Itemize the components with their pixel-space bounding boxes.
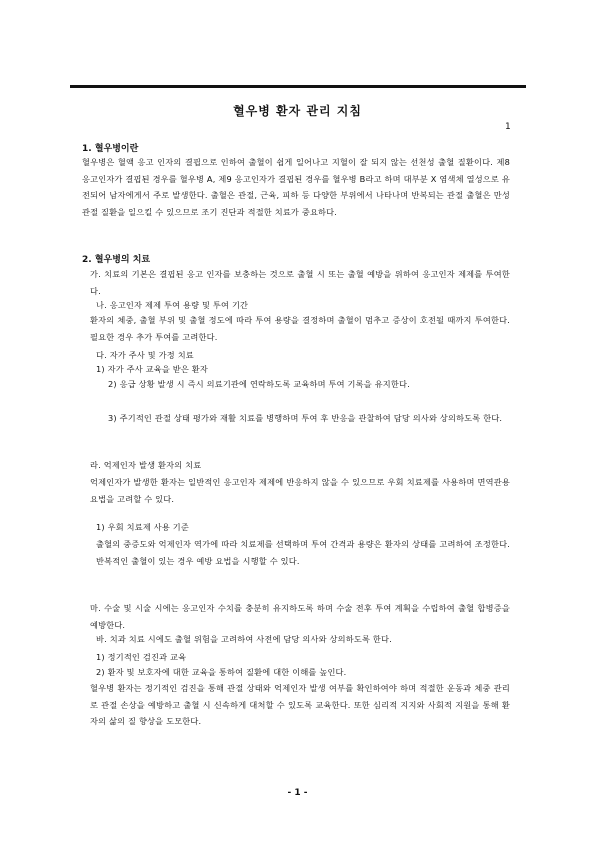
list-item: 2) 환자 및 보호자에 대한 교육을 통하여 질환에 대한 이해를 높인다.: [96, 667, 347, 677]
list-item: 라. 억제인자 발생 환자의 치료: [90, 460, 202, 470]
section-heading-1: 1. 혈우병이란: [82, 144, 139, 154]
document-title: 혈우병 환자 관리 지침: [233, 104, 362, 118]
list-item: 나. 응고인자 제제 투여 용량 및 투여 기간: [96, 300, 249, 310]
list-item: 억제인자가 발생한 환자는 일반적인 응고인자 제제에 반응하지 않을 수 있으므로 우회 치료제를 사용하며 면역관용 요법을 고려할 수 있다.: [90, 477, 510, 504]
list-item: 출혈의 중증도와 억제인자 역가에 따라 치료제를 선택하며 투여 간격과 용량은 환자의 상태를 고려하여 조정한다. 반복적인 출혈이 있는 경우 예방 요법을 시행할 수 있다.: [96, 539, 510, 566]
list-item: 2) 응급 상황 발생 시 즉시 의료기관에 연락하도록 교육하며 투여 기록을 유지한다.: [108, 379, 410, 389]
list-item: 1) 정기적인 검진과 교육: [96, 652, 187, 662]
list-item: 3) 주기적인 관절 상태 평가와 재활 치료를 병행하며 투여 후 반응을 관찰하여 담당 의사와 상의하도록 한다.: [108, 413, 503, 423]
section-1-paragraph: 혈우병은 혈액 응고 인자의 결핍으로 인하여 출혈이 쉽게 일어나고 지혈이 잘 되지 않는 선천성 출혈 질환이다. 제8 응고인자가 결핍된 경우를 혈우병 A, 제9 응고인자가 결핍된 경우를 혈우병 B라고 하며 대부분 X 염색체 열성으로 유전되어 남자에게서 주로 발생한다. 출혈은 관절, 근육, 피하 등 다양한 부위에서 나타나며 반복되는 관절 출혈은 만성 관절 질환을 일으킬 수 있으므로 조기 진단과 적절한 치료가 중요하다.: [82, 157, 510, 217]
list-item: 가. 치료의 기본은 결핍된 응고 인자를 보충하는 것으로 출혈 시 또는 출혈 예방을 위하여 응고인자 제제를 투여한다.: [90, 269, 510, 296]
top-rule: [70, 85, 526, 88]
page-mark: 1: [505, 122, 511, 132]
section-heading-2: 2. 혈우병의 치료: [82, 255, 151, 265]
list-item: 1) 자가 주사 교육을 받은 환자: [96, 364, 209, 374]
page-footer: - 1 -: [287, 788, 308, 798]
list-item: 마. 수술 및 시술 시에는 응고인자 수치를 충분히 유지하도록 하며 수술 전후 투여 계획을 수립하여 출혈 합병증을 예방한다.: [90, 603, 510, 630]
list-item: 혈우병 환자는 정기적인 검진을 통해 관절 상태와 억제인자 발생 여부를 확인하여야 하며 적절한 운동과 체중 관리로 관절 손상을 예방하고 출혈 시 신속하게 대처할 수 있도록 교육한다. 또한 심리적 지지와 사회적 지원을 통해 환자의 삶의 질 향상을 도모한다.: [90, 683, 510, 726]
list-item: 다. 자가 주사 및 가정 치료: [96, 350, 194, 360]
list-item: 1) 우회 치료제 사용 기준: [96, 522, 189, 532]
list-item: 바. 치과 치료 시에도 출혈 위험을 고려하여 사전에 담당 의사와 상의하도록 한다.: [96, 634, 392, 644]
list-item: 환자의 체중, 출혈 부위 및 출혈 정도에 따라 투여 용량을 결정하며 출혈이 멈추고 증상이 호전될 때까지 투여한다. 필요한 경우 추가 투여를 고려한다.: [90, 315, 510, 342]
